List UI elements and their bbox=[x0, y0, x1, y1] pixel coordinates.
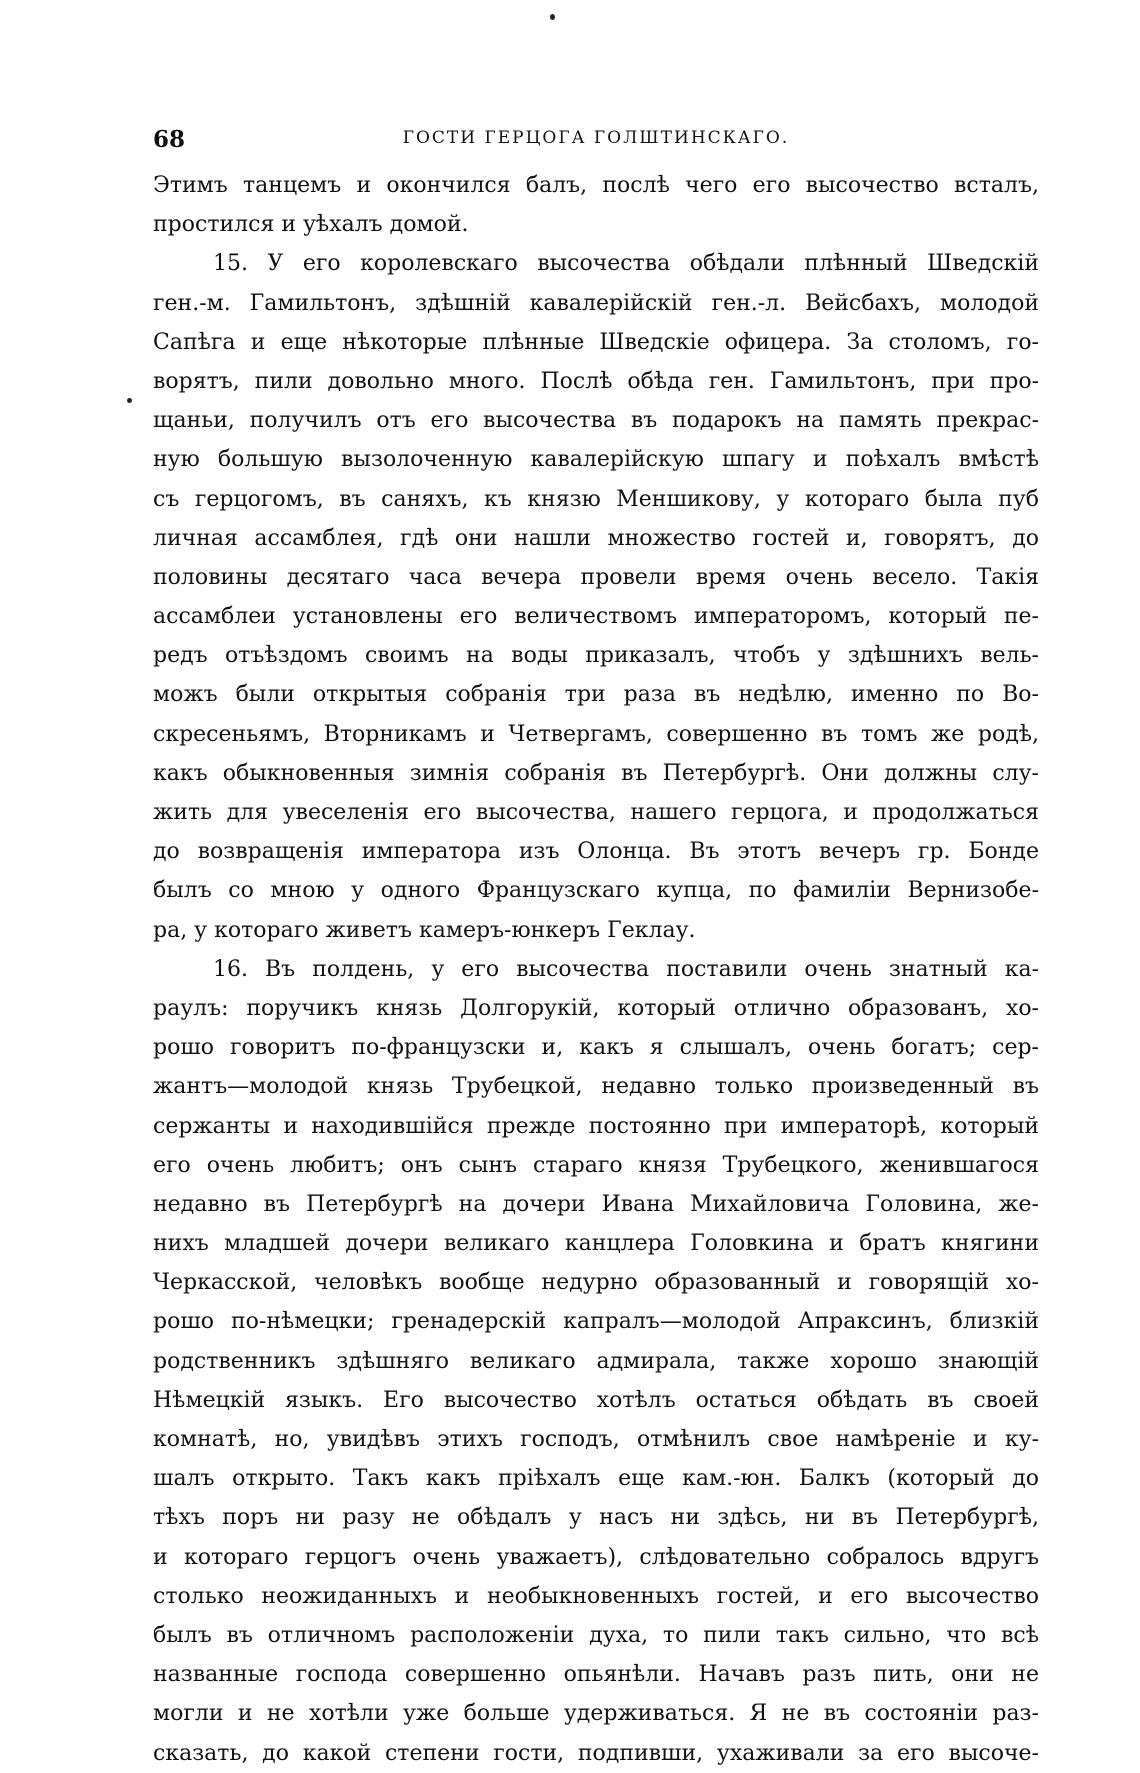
text-line: могли и не хотѣли уже больше удерживаться. Я не въ состояніи раз- bbox=[153, 1701, 1039, 1727]
text-line: до возвращенія императора изъ Олонца. Въ этотъ вечеръ гр. Бонде bbox=[153, 839, 1039, 865]
text-line: личная ассамблея, гдѣ они нашли множество гостей и, говорятъ, до bbox=[153, 525, 1039, 551]
text-line: 16. Въ полдень, у его высочества поставили очень знатный ка- bbox=[213, 956, 1039, 982]
text-line: названные господа совершенно опьянѣли. Начавъ разъ пить, они не bbox=[153, 1662, 1039, 1688]
text-line: щаньи, получилъ отъ его высочества въ подарокъ на память прекрас- bbox=[153, 408, 1039, 434]
text-line: нихъ младшей дочери великаго канцлера Головкина и братъ княгини bbox=[153, 1231, 1039, 1257]
text-line: скресеньямъ, Вторникамъ и Четвергамъ, совершенно въ томъ же родѣ, bbox=[153, 721, 1039, 747]
running-head: ГОСТИ ГЕРЦОГА ГОЛШТИНСКАГО. bbox=[402, 128, 790, 148]
page-header bbox=[153, 126, 1039, 156]
text-line: и котораго герцогъ очень уважаетъ), слѣдовательно собралось вдругъ bbox=[153, 1544, 1039, 1570]
text-line: Сапѣга и еще нѣкоторые плѣнные Шведскіе офицера. За столомъ, го- bbox=[153, 329, 1039, 355]
text-line: родственникъ здѣшняго великаго адмирала, также хорошо знающій bbox=[153, 1348, 1039, 1374]
text-line: раулъ: поручикъ князь Долгорукій, который отлично образованъ, хо- bbox=[153, 995, 1039, 1021]
text-line: сержанты и находившійся прежде постоянно при императорѣ, который bbox=[153, 1113, 1039, 1139]
text-line: редъ отъѣздомъ своимъ на воды приказалъ, чтобъ у здѣшнихъ вель- bbox=[153, 643, 1039, 669]
text-line: 15. У его королевскаго высочества обѣдали плѣнный Шведскій bbox=[213, 251, 1039, 277]
page-number: 68 bbox=[153, 126, 186, 153]
text-line: Нѣмецкій языкъ. Его высочество хотѣлъ остаться обѣдать въ своей bbox=[153, 1387, 1039, 1413]
print-speck bbox=[127, 398, 132, 403]
text-line: былъ въ отличномъ расположеніи духа, то пили такъ сильно, что всѣ bbox=[153, 1622, 1039, 1648]
text-line: ассамблеи установлены его величествомъ императоромъ, который пе- bbox=[153, 604, 1039, 630]
text-line: рошо по-нѣмецки; гренадерскій капралъ—молодой Апраксинъ, близкій bbox=[153, 1309, 1039, 1335]
text-line: ную большую вызолоченную кавалерійскую шпагу и поѣхалъ вмѣстѣ bbox=[153, 447, 1039, 473]
text-line: съ герцогомъ, въ саняхъ, къ князю Меншикову, у котораго была пуб bbox=[153, 486, 1039, 512]
text-line: какъ обыкновенныя зимнія собранія въ Петербургѣ. Они должны слу- bbox=[153, 760, 1039, 786]
text-line: столько неожиданныхъ и необыкновенныхъ гостей, и его высочество bbox=[153, 1583, 1039, 1609]
body-text bbox=[153, 166, 1039, 1773]
text-line: Этимъ танцемъ и окончился балъ, послѣ чего его высочество всталъ, bbox=[153, 173, 1039, 198]
text-line: его очень любитъ; онъ сынъ стараго князя Трубецкого, женившагося bbox=[153, 1152, 1039, 1178]
text-line: Черкасской, человѣкъ вообще недурно образованный и говорящій хо- bbox=[153, 1270, 1039, 1296]
print-speck bbox=[550, 14, 555, 20]
text-line: ра, у котораго живетъ камеръ-юнкеръ Геклау. bbox=[153, 917, 696, 943]
text-line: можъ были открытыя собранія три раза въ недѣлю, именно по Во- bbox=[153, 682, 1039, 708]
text-line: жантъ—молодой князь Трубецкой, недавно только произведенный въ bbox=[153, 1074, 1039, 1100]
text-line: простился и уѣхалъ домой. bbox=[153, 212, 469, 238]
text-line: ворятъ, пили довольно много. Послѣ обѣда ген. Гамильтонъ, при про- bbox=[153, 368, 1039, 394]
text-line: тѣхъ поръ ни разу не обѣдалъ у насъ ни здѣсь, ни въ Петербургѣ, bbox=[153, 1505, 1039, 1531]
text-line: ген.-м. Гамильтонъ, здѣшній кавалерійскій ген.-л. Вейсбахъ, молодой bbox=[153, 290, 1039, 316]
text-line: рошо говоритъ по-французски и, какъ я слышалъ, очень богатъ; сер- bbox=[153, 1035, 1039, 1061]
text-line: сказать, до какой степени гости, подпивши, ухаживали за его высоче- bbox=[153, 1740, 1039, 1766]
text-line: шалъ открыто. Такъ какъ пріѣхалъ еще кам.-юн. Балкъ (который до bbox=[153, 1466, 1039, 1492]
text-line: былъ со мною у одного Французскаго купца, по фамиліи Вернизобе- bbox=[153, 878, 1039, 904]
text-line: недавно въ Петербургѣ на дочери Ивана Михайловича Головина, же- bbox=[153, 1191, 1039, 1217]
text-line: комнатѣ, но, увидѣвъ этихъ господъ, отмѣнилъ свое намѣреніе и ку- bbox=[153, 1427, 1039, 1452]
text-line: жить для увеселенія его высочества, нашего герцога, и продолжаться bbox=[153, 800, 1039, 825]
text-line: половины десятаго часа вечера провели время очень весело. Такія bbox=[153, 564, 1039, 590]
